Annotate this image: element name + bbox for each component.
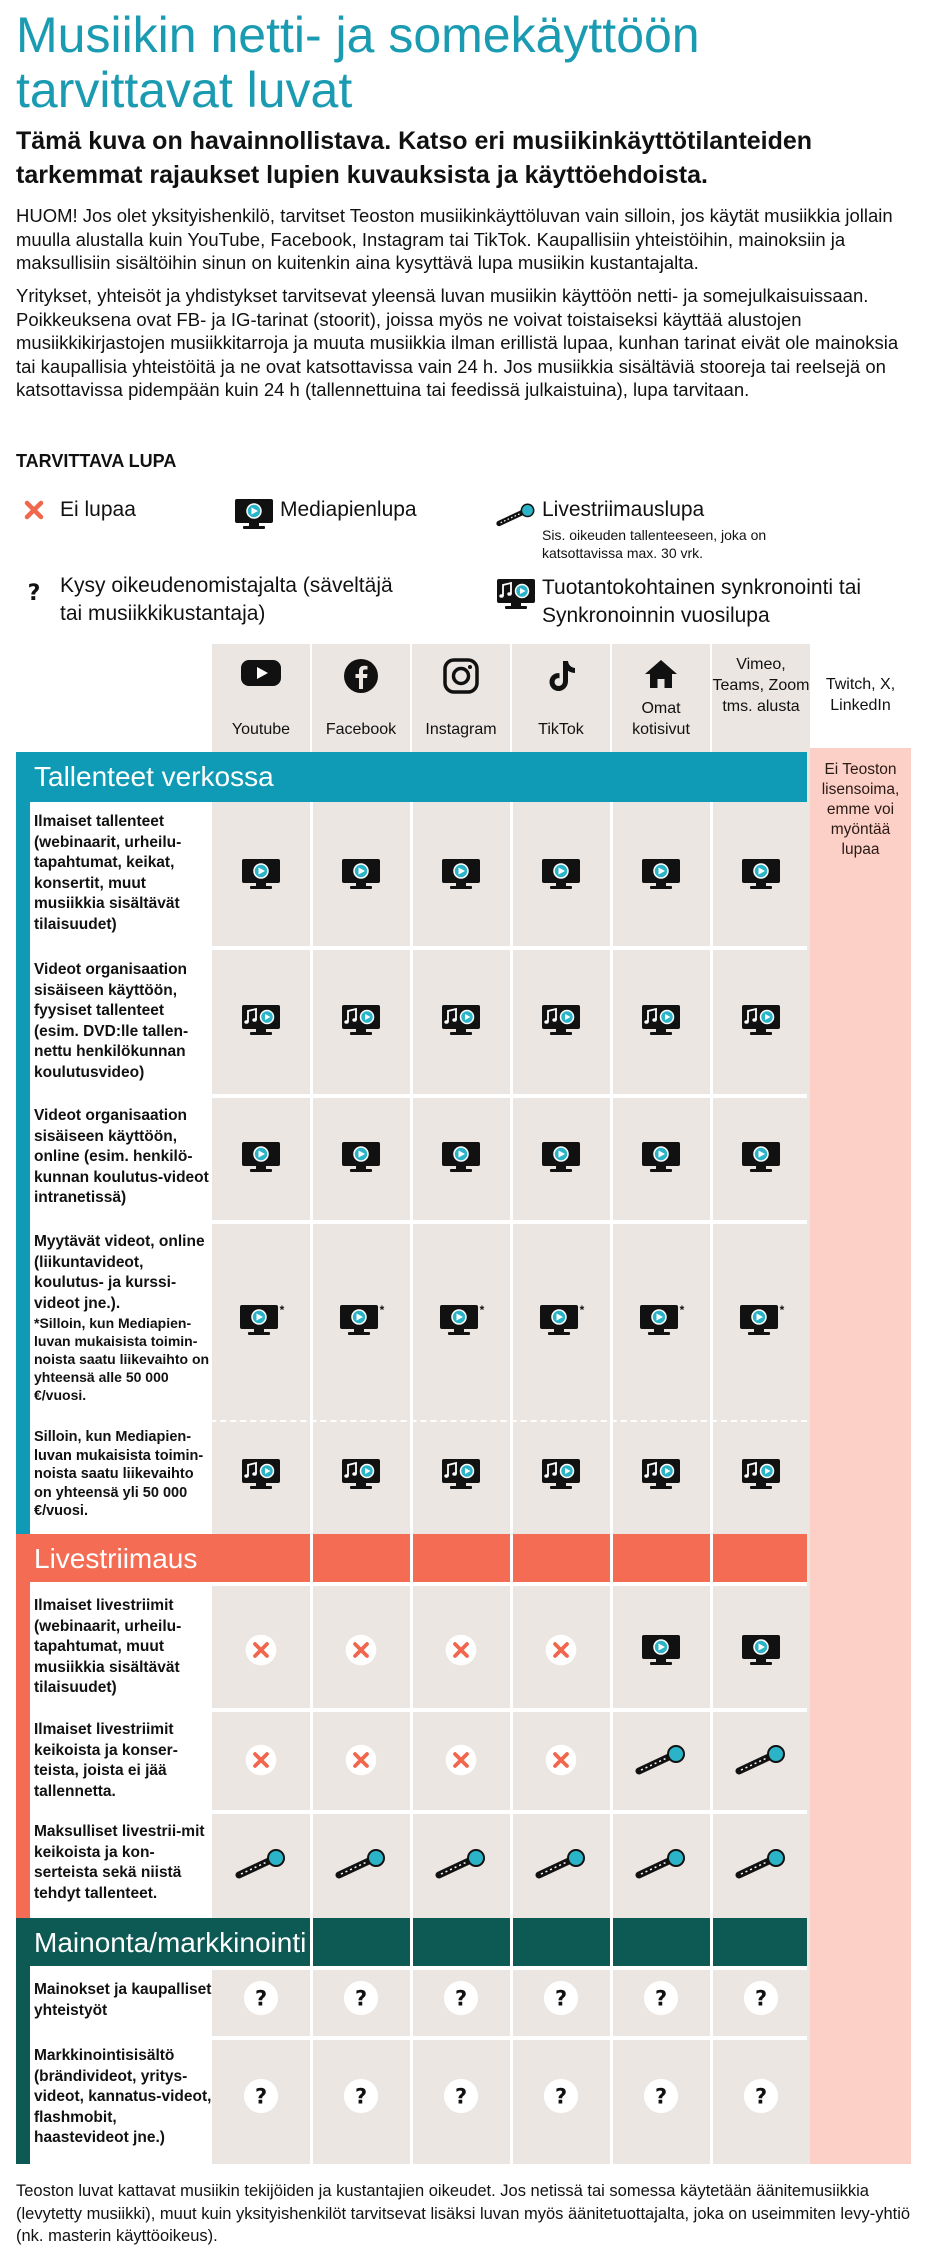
row-divider <box>30 2036 807 2040</box>
permit-cell <box>712 998 810 1042</box>
row-divider <box>30 946 807 950</box>
microphone-icon <box>496 500 536 530</box>
permit-cell <box>512 1738 610 1782</box>
row-label-paid-livestreams: Maksulliset livestrii-mit keikoista ja kon-serteista sekä niistä tehdyt tallenteet. <box>34 1823 205 1902</box>
no-permit-icon <box>444 1743 478 1777</box>
row-divider <box>30 1810 807 1814</box>
media-permit-icon <box>341 1141 381 1173</box>
sync-permit-icon <box>641 1458 681 1490</box>
column-header-tiktok <box>512 644 610 748</box>
microphone-icon <box>235 1849 287 1879</box>
section-header-advertising: Mainonta/markkinointi <box>16 1918 807 1968</box>
permit-cell <box>212 1298 310 1342</box>
permit-cell <box>312 1135 410 1179</box>
permit-cell <box>412 1738 510 1782</box>
media-permit-icon <box>441 858 481 890</box>
legend-no-permit-label: Ei lupaa <box>60 498 136 521</box>
row-label-marketing: Markkinointisisältö (brändivideot, yritys-videot, kannatus-videot, flashmobit, haastevideot jne.) <box>34 2047 212 2146</box>
permit-cell <box>312 1452 410 1496</box>
permit-cell <box>212 2074 310 2118</box>
sync-permit-icon <box>341 1458 381 1490</box>
footnote-asterisk: * <box>679 1303 685 1317</box>
no-permit-icon <box>544 1743 578 1777</box>
media-permit-icon <box>541 1141 581 1173</box>
instagram-icon <box>441 656 481 696</box>
row-divider <box>30 1094 807 1098</box>
permit-cell <box>212 852 310 896</box>
row-divider <box>30 1966 807 1970</box>
no-permit-icon <box>444 1633 478 1667</box>
media-permit-icon <box>641 1634 681 1666</box>
permit-cell <box>512 1452 610 1496</box>
row-label-free-livestreams: Ilmaiset livestriimit (webinaarit, urheilu-tapahtumat, muut musiikkia sisältävät tilaisuudet) <box>34 1597 182 1696</box>
microphone-icon <box>735 1849 787 1879</box>
sync-permit-icon <box>541 1004 581 1036</box>
page-title: Musiikin netti- ja somekäyttöön tarvittavat luvat <box>16 7 700 118</box>
permit-cell <box>712 1452 810 1496</box>
permit-cell <box>312 1738 410 1782</box>
permit-cell <box>612 1452 710 1496</box>
permit-cell <box>612 852 710 896</box>
column-header-instagram <box>412 644 510 748</box>
microphone-icon <box>735 1745 787 1775</box>
media-permit-icon <box>234 494 274 534</box>
column-header-home <box>612 644 710 748</box>
no-permit-icon <box>344 1743 378 1777</box>
footnote-asterisk: * <box>279 1303 285 1317</box>
legend-ask-rights-holder <box>14 572 410 628</box>
microphone-icon <box>435 1849 487 1879</box>
column-header-twitch: Twitch, X, LinkedIn <box>810 644 911 748</box>
permit-cell <box>412 1452 510 1496</box>
row-label-free-recordings: Ilmaiset tallenteet (webinaarit, urheilu-tapahtumat, keikat, konsertit, muut musiikkia sisältävät tilaisuudet) <box>34 813 182 933</box>
permit-cell <box>412 1298 510 1342</box>
question-icon <box>342 2077 380 2115</box>
legend-livestream-permit <box>496 496 772 562</box>
twitch-column <box>810 644 911 2164</box>
permit-cell <box>412 998 510 1042</box>
media-permit-icon <box>641 1141 681 1173</box>
permit-cell <box>712 1842 810 1886</box>
sync-permit-icon <box>741 1004 781 1036</box>
home-icon <box>641 656 681 692</box>
row-label-ads: Mainokset ja kaupalliset yhteistyöt <box>34 1981 212 2019</box>
no-permit-icon <box>544 1633 578 1667</box>
microphone-icon <box>635 1745 687 1775</box>
permit-cell <box>212 1452 310 1496</box>
section-bar-livestreaming <box>16 1534 30 1918</box>
permit-cell <box>712 1135 810 1179</box>
media-permit-icon <box>541 858 581 890</box>
permit-cell <box>612 1976 710 2020</box>
no-permit-icon <box>244 1633 278 1667</box>
permit-cell <box>212 1842 310 1886</box>
legend-livestream-permit-label: Livestriimauslupa <box>542 498 705 521</box>
question-icon <box>442 1979 480 2017</box>
tiktok-icon <box>541 656 581 696</box>
permit-cell <box>412 852 510 896</box>
permit-cell <box>512 1628 610 1672</box>
permit-cell <box>312 1298 410 1342</box>
permit-cell <box>612 2074 710 2118</box>
column-label-tiktok: TikTok <box>538 721 584 738</box>
footnote-asterisk: * <box>479 1303 485 1317</box>
facebook-icon <box>341 656 381 696</box>
question-icon <box>442 2077 480 2115</box>
question-icon <box>742 1979 780 2017</box>
sync-permit-icon <box>741 1458 781 1490</box>
permit-cell <box>612 1135 710 1179</box>
media-permit-icon <box>741 1634 781 1666</box>
media-permit-icon <box>241 1141 281 1173</box>
permit-cell <box>412 2074 510 2118</box>
permit-cell <box>412 1135 510 1179</box>
permit-cell <box>612 1738 710 1782</box>
permit-cell <box>312 2074 410 2118</box>
permit-cell <box>712 1738 810 1782</box>
permit-cell <box>612 1628 710 1672</box>
youtube-icon <box>239 656 283 690</box>
no-permit-icon <box>14 490 54 530</box>
legend-ask-label: Kysy oikeudenomistajalta (säveltäjä tai musiikkikustantaja) <box>60 574 393 625</box>
row-label-internal-online: Videot organisaation sisäiseen käyttöön, online (esim. henkilö-kunnan koulutus-videot intranetissä) <box>34 1107 209 1206</box>
permit-cell <box>712 1976 810 2020</box>
permit-cell <box>612 998 710 1042</box>
permit-cell <box>412 1842 510 1886</box>
sync-permit-icon <box>441 1004 481 1036</box>
legend-sync-label: Tuotantokohtainen synkronointi tai Synkronoinnin vuosilupa <box>542 576 862 627</box>
column-label-other: Vimeo, Teams, Zoom tms. alusta <box>712 656 810 715</box>
permit-cell <box>712 852 810 896</box>
media-permit-icon <box>641 858 681 890</box>
sync-permit-icon <box>241 1004 281 1036</box>
permit-cell <box>312 1628 410 1672</box>
permit-cell <box>712 2074 810 2118</box>
media-permit-icon <box>741 1141 781 1173</box>
permit-cell <box>512 1976 610 2020</box>
question-icon <box>742 2077 780 2115</box>
column-header-youtube <box>212 644 310 748</box>
media-permit-icon <box>539 1304 579 1336</box>
permit-cell <box>212 1976 310 2020</box>
microphone-icon <box>535 1849 587 1879</box>
permit-cell <box>612 1298 710 1342</box>
sync-permit-icon <box>241 1458 281 1490</box>
permit-cell <box>612 1842 710 1886</box>
row-divider-dashed <box>30 1420 807 1422</box>
sync-permit-icon <box>641 1004 681 1036</box>
legend-sync-permit <box>496 574 922 630</box>
microphone-icon <box>335 1849 387 1879</box>
sync-permit-icon <box>541 1458 581 1490</box>
sync-permit-icon <box>341 1004 381 1036</box>
row-label-sold-videos: Myytävät videot, online (liikuntavideot, koulutus- ja kurssi-videot jne.). *Silloin, kun Mediapien-luvan mukaisista toimin-noista saatu liikevaihto on yhteensä alle 50 000 €/vuosi. <box>34 1232 212 1404</box>
intro-paragraph-1: HUOM! Jos olet yksityishenkilö, tarvitset Teoston musiikinkäyttöluvan vain silloin, jos käytät musiikkia jollain muulla alustalla kuin YouTube, Facebook, Instagram tai TikTok. Kaupallisiin yhteistöihin, mainoksiin ja maksullisiin sisältöihin sinun on kuitenkin aina kysyttävä lupa musiikin kustantajalta. <box>16 205 893 273</box>
legend-no-permit <box>14 490 136 530</box>
twitch-column-note: Ei Teoston lisensoima, emme voi myöntää lupaa <box>821 761 900 858</box>
permit-cell <box>512 1842 610 1886</box>
column-label-home: Omat kotisivut <box>632 700 690 738</box>
column-label-facebook: Facebook <box>325 721 397 738</box>
permit-cell <box>212 1738 310 1782</box>
legend-heading: TARVITTAVA LUPA <box>16 451 177 471</box>
row-label-internal-physical: Videot organisaation sisäiseen käyttöön, fyysiset tallenteet (esim. DVD:lle tallen-nettu henkilökunnan koulutusvideo) <box>34 961 189 1081</box>
permit-cell <box>512 852 610 896</box>
permit-cell <box>712 1298 810 1342</box>
legend-media-permit <box>234 494 417 534</box>
permit-cell <box>412 1976 510 2020</box>
footnote-asterisk: * <box>379 1303 385 1317</box>
media-permit-icon <box>239 1304 279 1336</box>
column-label-youtube: Youtube <box>231 721 291 738</box>
permit-cell <box>312 1842 410 1886</box>
question-icon <box>542 2077 580 2115</box>
question-icon <box>242 1979 280 2017</box>
microphone-icon <box>635 1849 687 1879</box>
legend-livestream-note: Sis. oikeuden tallenteeseen, joka on katsottavissa max. 30 vrk. <box>542 527 767 561</box>
legend-media-permit-label: Mediapienlupa <box>280 498 417 521</box>
permit-cell <box>212 998 310 1042</box>
media-permit-icon <box>639 1304 679 1336</box>
media-permit-icon <box>241 858 281 890</box>
row-footnote-under-limit: *Silloin, kun Mediapien-luvan mukaisista toimin-noista saatu liikevaihto on yhteensä alle 50 000 €/vuosi. <box>34 1315 210 1403</box>
footnote-asterisk: * <box>779 1303 785 1317</box>
row-divider <box>30 1220 807 1224</box>
media-permit-icon <box>339 1304 379 1336</box>
question-icon <box>642 2077 680 2115</box>
subtitle: Tämä kuva on havainnollistava. Katso eri musiikinkäyttötilanteiden tarkemmat rajaukset lupien kuvauksista ja käyttöehdoista. <box>16 127 813 189</box>
question-icon <box>642 1979 680 2017</box>
intro-paragraph-2: Yritykset, yhteisöt ja yhdistykset tarvitsevat yleensä luvan musiikin käyttöön netti- ja somejulkaisuissaan. Poikkeuksena ovat FB- ja IG-tarinat (stoorit), joissa myös ne voivat toistaiseksi käyttää alustojen musiikkikirjastojen musiikkitarroja ja muuta musiikkia ilman erillistä lupaa, kunhan tarinat eivät ole mainoksia tai kaupallisia yhteistöitä ja ne ovat katsottavissa vain 24 h. Jos musiikkia sisältäviä stooreja tai reelsejä on katsottavissa pidempään kuin 24 h (tallennettuina tai feedissä julkaistuina), lupa tarvitaan. <box>16 285 899 400</box>
question-icon <box>242 2077 280 2115</box>
media-permit-icon <box>341 858 381 890</box>
section-header-livestreaming: Livestriimaus <box>16 1534 807 1584</box>
permit-cell <box>512 1298 610 1342</box>
permit-cell <box>212 1628 310 1672</box>
question-icon <box>342 1979 380 2017</box>
question-icon <box>542 1979 580 2017</box>
column-header-other <box>712 644 810 748</box>
sync-permit-icon <box>441 1458 481 1490</box>
no-permit-icon <box>244 1743 278 1777</box>
no-permit-icon <box>344 1633 378 1667</box>
footer-note: Teoston luvat kattavat musiikin tekijöiden ja kustantajien oikeudet. Jos netissä tai somessa käytetään äänitemusiikkia (levytetty musiikki), muut kuin yksityishenkilöt tarvitsevat lisäksi luvan myös äänitetuottajalta, joka on useimmiten levy-yhtiö (nk. masterin käyttöoikeus). <box>16 2182 911 2245</box>
permit-cell <box>312 852 410 896</box>
footnote-asterisk: * <box>579 1303 585 1317</box>
row-divider <box>30 1708 807 1712</box>
permit-cell <box>212 1135 310 1179</box>
permit-cell <box>712 1628 810 1672</box>
section-bar-recordings <box>16 752 30 1534</box>
sync-permit-icon <box>496 574 536 614</box>
media-permit-icon <box>439 1304 479 1336</box>
column-header-facebook <box>312 644 410 748</box>
permit-cell <box>312 1976 410 2020</box>
row-label-over-limit: Silloin, kun Mediapien-luvan mukaisista toimin-noista saatu liikevaihto on yhteensä yli 50 000 €/vuosi. <box>34 1429 204 1519</box>
row-divider <box>30 1582 807 1586</box>
section-header-recordings: Tallenteet verkossa <box>16 752 807 802</box>
row-label-free-livestreams-no-recording: Ilmaiset livestriimit keikoista ja konser-teista, joista ei jää tallennetta. <box>34 1721 178 1800</box>
media-permit-icon <box>441 1141 481 1173</box>
column-label-instagram: Instagram <box>425 721 497 738</box>
media-permit-icon <box>739 1304 779 1336</box>
permit-cell <box>412 1628 510 1672</box>
permit-cell <box>312 998 410 1042</box>
question-icon <box>14 572 54 612</box>
media-permit-icon <box>741 858 781 890</box>
permit-cell <box>512 998 610 1042</box>
permit-cell <box>512 1135 610 1179</box>
permit-cell <box>512 2074 610 2118</box>
